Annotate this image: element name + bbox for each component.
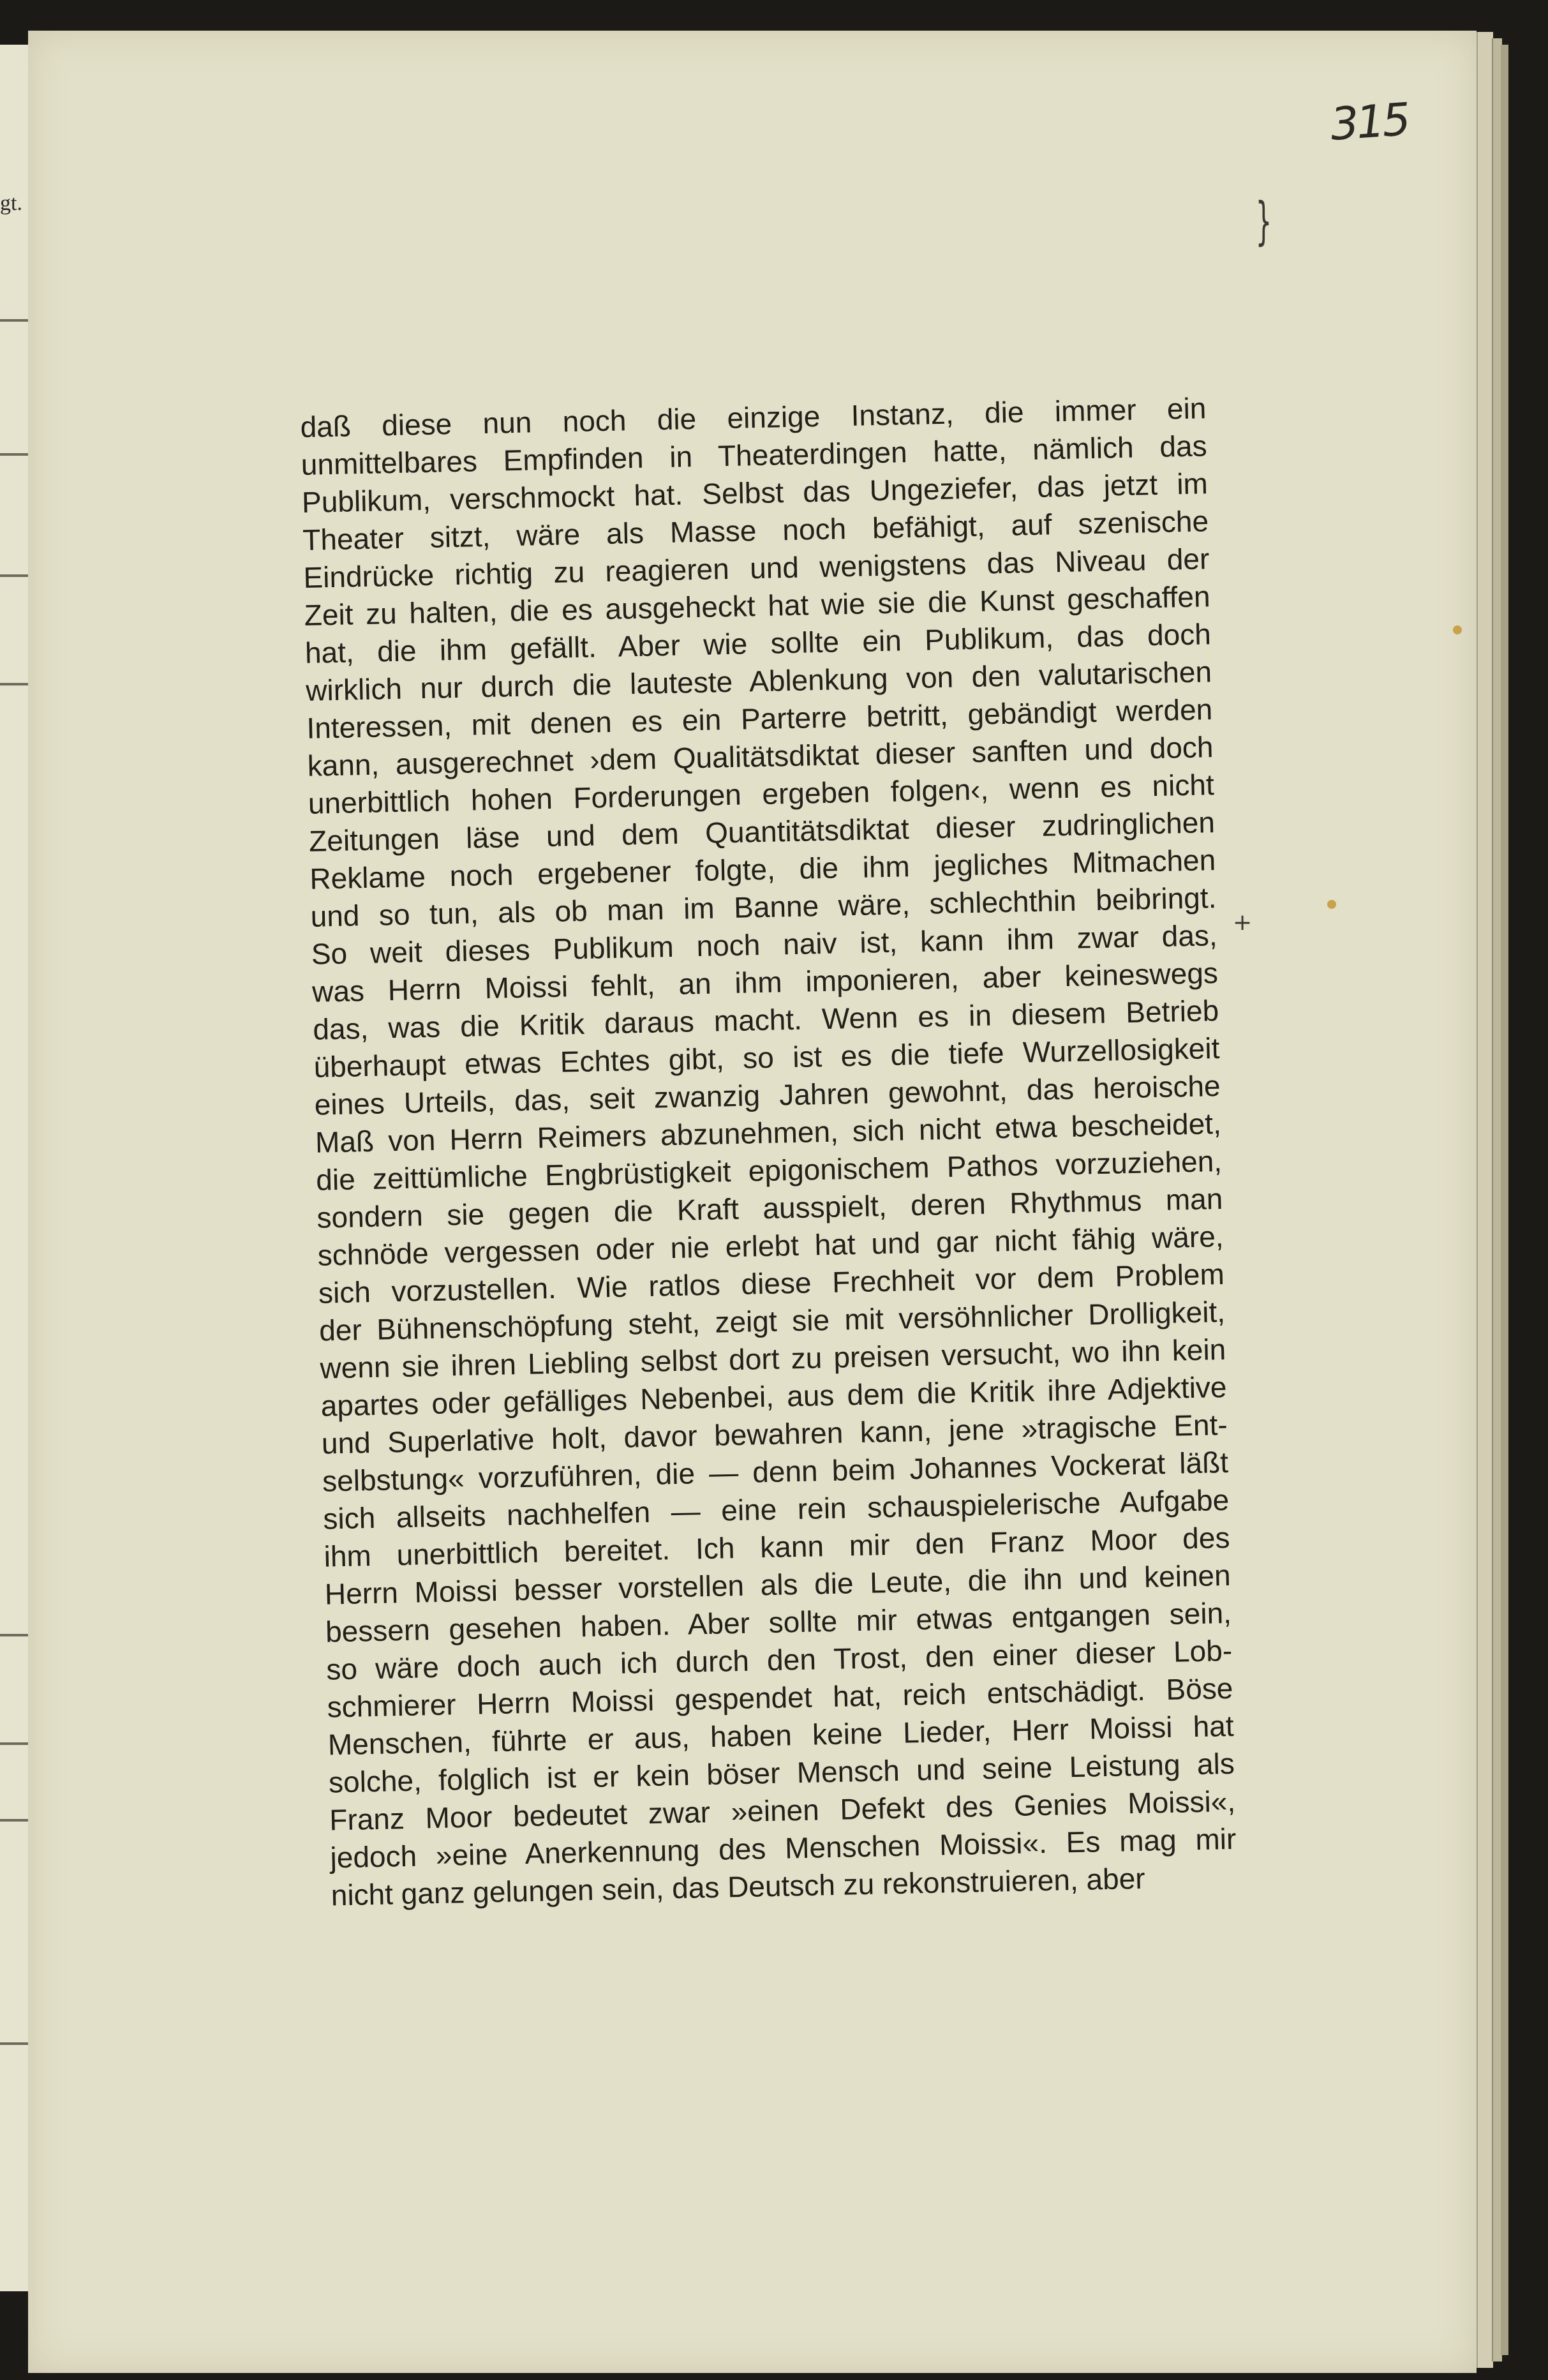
text-line: Franz Moor bedeutet zwar »einen Defekt des Genies Moissi«,: [329, 1784, 1236, 1837]
text-line: Publikum, verschmockt hat. Selbst das Ungeziefer, das jetzt im: [301, 467, 1209, 519]
text-line: überhaupt etwas Echtes gibt, so ist es die tiefe Wurzellosigkeit: [313, 1031, 1220, 1084]
text-line: und so tun, als ob man im Banne wäre, schlechthin beibringt.: [310, 881, 1217, 933]
text-line: sich allseits nachhelfen — eine rein schauspielerische Aufgabe: [322, 1483, 1230, 1536]
text-line: So weit dieses Publikum noch naiv ist, kann ihm zwar das,: [311, 918, 1218, 971]
page-edge-rule: [0, 319, 31, 322]
text-line: was Herrn Moissi fehlt, an ihm imponieren, aber keineswegs: [311, 956, 1219, 1008]
text-line: jedoch »eine Anerkennung des Menschen Moissi«. Es mag mir: [330, 1822, 1237, 1875]
text-line: der Bühnenschöpfung steht, zeigt sie mit versöhnlicher Drolligkeit,: [318, 1294, 1226, 1347]
page-edge-rule: [0, 1634, 31, 1636]
text-line: sondern sie gegen die Kraft ausspielt, deren Rhythmus man: [316, 1181, 1223, 1234]
page-edge-rule: [0, 453, 31, 456]
binding-dot: [1453, 625, 1462, 634]
page-number: 315: [1328, 93, 1410, 151]
text-line: Herrn Moissi besser vorstellen als die Leute, die ihn und keinen: [324, 1558, 1232, 1611]
text-line: bessern gesehen haben. Aber sollte mir etwas entgangen sein,: [325, 1596, 1232, 1649]
binding-dot: [1327, 900, 1336, 909]
page-edge-rule: [0, 683, 31, 685]
text-line: eines Urteils, das, seit zwanzig Jahren gewohnt, das heroische: [314, 1069, 1221, 1121]
text-line: daß diese nun noch die einzige Instanz, die immer ein: [300, 391, 1207, 444]
text-line: schnöde vergessen oder nie erlebt hat und gar nicht fähig wäre,: [317, 1219, 1224, 1272]
text-line: schmierer Herrn Moissi gespendet hat, reich entschädigt. Böse: [327, 1671, 1233, 1724]
page-edge-rule: [0, 1819, 31, 1822]
text-line: und Superlative holt, davor bewahren kann, jene »tragische Ent-: [321, 1407, 1228, 1460]
text-line: Menschen, führte er aus, haben keine Lieder, Herr Moissi hat: [327, 1709, 1235, 1762]
text-line: Interessen, mit denen es ein Parterre betritt, gebändigt werden: [306, 692, 1213, 745]
text-line: Reklame noch ergebener folgte, die ihm jegliches Mitmachen: [309, 843, 1216, 895]
previous-page-fragment: gt.: [0, 191, 22, 215]
text-line: Theater sitzt, wäre als Masse noch befähigt, auf szenische: [302, 504, 1209, 557]
text-line: wenn sie ihren Liebling selbst dort zu preisen versucht, wo ihn kein: [319, 1332, 1226, 1385]
text-line: unmittelbares Empfinden in Theaterdingen hatte, nämlich das: [301, 429, 1208, 481]
text-line: unerbittlich hohen Forderungen ergeben folgen‹, wenn es nicht: [308, 768, 1215, 820]
margin-brace-mark: }: [1255, 191, 1272, 251]
text-line: Maß von Herrn Reimers abzunehmen, sich nicht etwa bescheidet,: [315, 1107, 1222, 1159]
margin-plus-mark: +: [1233, 909, 1253, 936]
text-line: sich vorzustellen. Wie ratlos diese Frechheit vor dem Problem: [318, 1257, 1225, 1310]
page-stack-edge: [1477, 32, 1493, 2368]
page-stack-edge: [1501, 45, 1508, 2355]
text-line: kann, ausgerechnet ›dem Qualitätsdiktat dieser sanften und doch: [307, 730, 1214, 782]
text-line: apartes oder gefälliges Nebenbei, aus dem die Kritik ihre Adjektive: [320, 1370, 1227, 1423]
text-line: die zeittümliche Engbrüstigkeit epigonischem Pathos vorzuziehen,: [315, 1144, 1223, 1197]
text-line: so wäre doch auch ich durch den Trost, den einer dieser Lob-: [325, 1633, 1233, 1686]
body-text: [300, 389, 1237, 1914]
text-line: Zeitungen läse und dem Quantitätsdiktat dieser zudringlichen: [308, 805, 1216, 858]
text-line: solche, folglich ist er kein böser Mensch und seine Leistung als: [328, 1746, 1235, 1799]
text-line: Eindrücke richtig zu reagieren und wenigstens das Niveau der: [303, 542, 1210, 594]
text-line: ihm unerbittlich bereitet. Ich kann mir den Franz Moor des: [324, 1520, 1230, 1573]
page-edge-rule: [0, 574, 31, 577]
text-line: selbstung« vorzuführen, die — denn beim Johannes Vockerat läßt: [322, 1445, 1229, 1498]
text-line: nicht ganz gelungen sein, das Deutsch zu rekonstruieren, aber: [331, 1861, 1146, 1912]
text-line: wirklich nur durch die lauteste Ablenkung von den valutarischen: [305, 655, 1212, 707]
text-line: das, was die Kritik daraus macht. Wenn es in diesem Betrieb: [312, 994, 1219, 1046]
page-edge-rule: [0, 1742, 31, 1745]
page-edge-rule: [0, 2042, 31, 2045]
text-line: Zeit zu halten, die es ausgeheckt hat wie sie die Kunst geschaffen: [304, 580, 1211, 632]
text-line: hat, die ihm gefällt. Aber wie sollte ein Publikum, das doch: [304, 617, 1212, 670]
